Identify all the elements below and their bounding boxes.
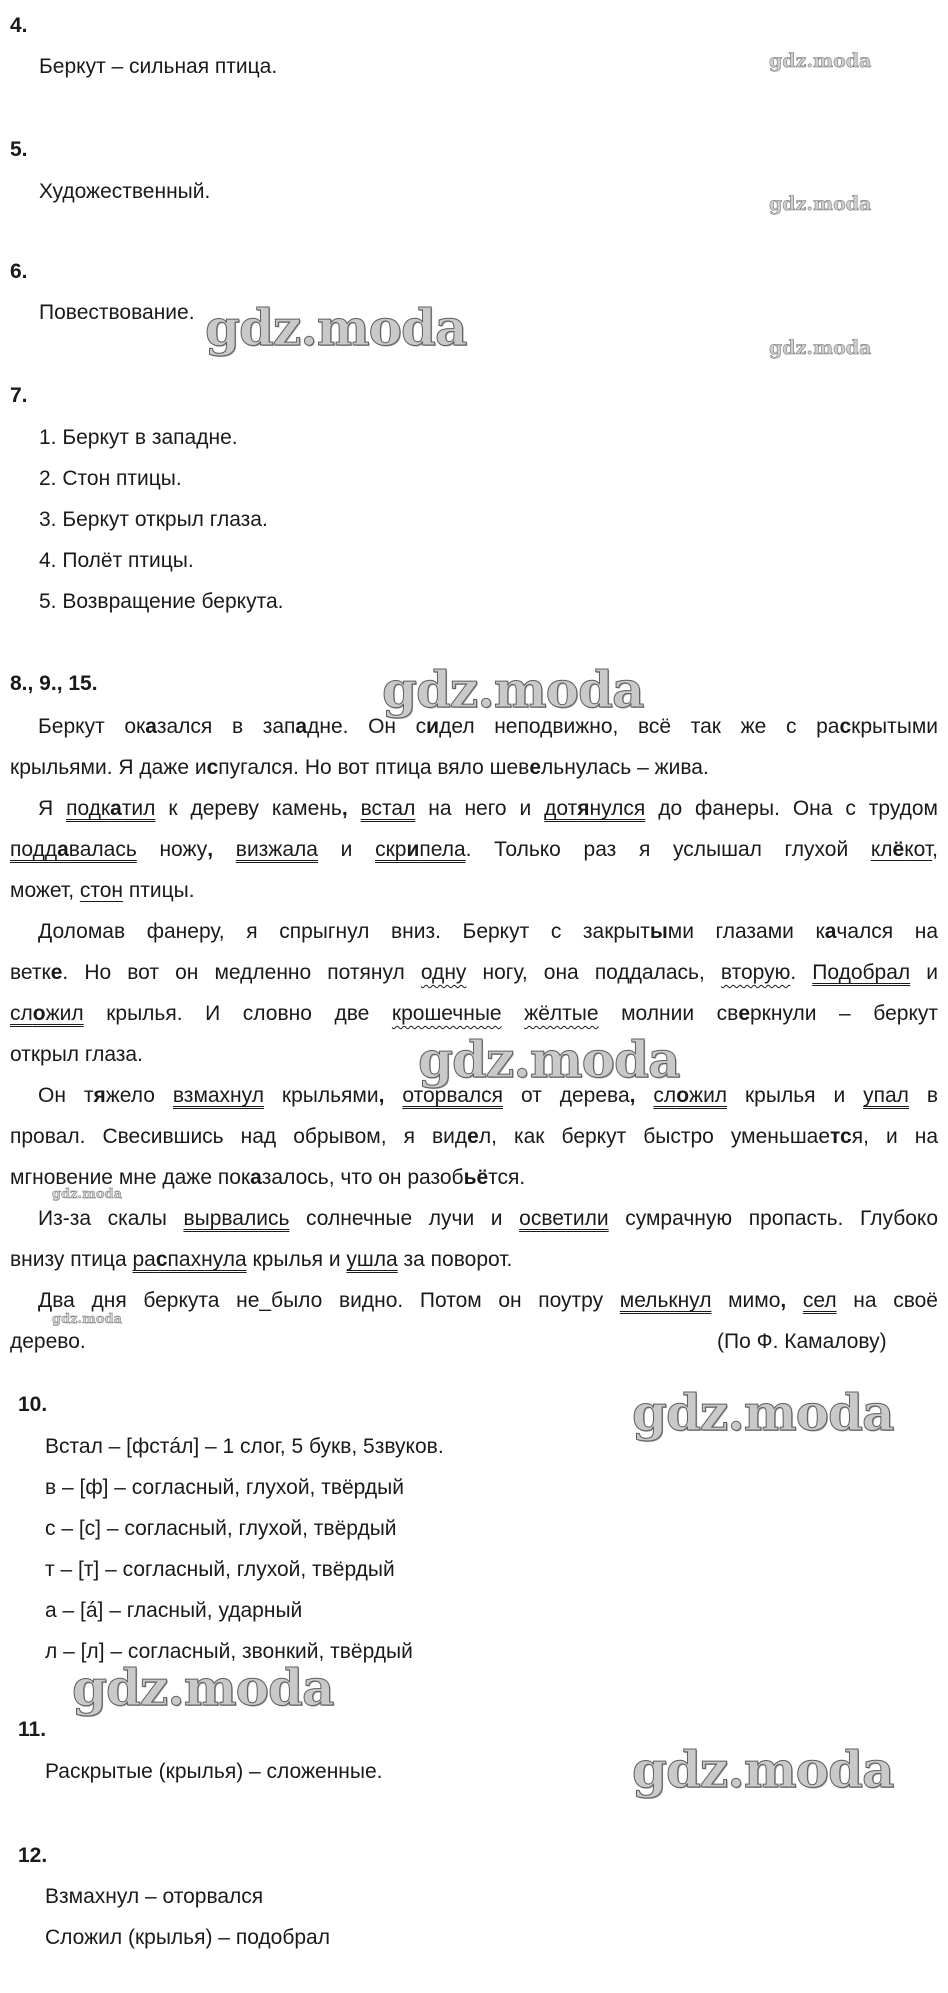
- text-line: открыл глаза.: [10, 1043, 143, 1066]
- task-10-line: а – [á] – гласный, ударный: [45, 1599, 303, 1622]
- task-10-number: 10.: [18, 1393, 48, 1416]
- task-10-line: Встал – [фстáл] – 1 слог, 5 букв, 5звуков.: [45, 1435, 444, 1458]
- watermark: gdz.moda: [52, 1187, 123, 1202]
- watermark: gdz.moda: [72, 1658, 334, 1717]
- task-7-item: 5. Возвращение беркута.: [39, 590, 284, 613]
- watermark: gdz.moda: [769, 337, 872, 359]
- watermark: gdz.moda: [769, 193, 872, 215]
- text-line: крыльями. Я даже испугался. Но вот птица вяло шевельнулась – жива.: [10, 756, 709, 779]
- task-4-number: 4.: [10, 14, 28, 37]
- watermark: gdz.moda: [769, 50, 872, 72]
- task-12-line: Взмахнул – оторвался: [45, 1885, 264, 1908]
- watermark: gdz.moda: [632, 1383, 894, 1442]
- text-line: ветке. Но вот он медленно потянул одну ногу, она поддалась, вторую. Подобрал и: [10, 961, 938, 984]
- task-10-line: т – [т] – согласный, глухой, твёрдый: [45, 1558, 395, 1581]
- text-line: сложил крылья. И словно две крошечные жёлтые молнии сверкнули – беркут: [10, 1002, 938, 1025]
- text-line: может, стон птицы.: [10, 879, 195, 902]
- task-6-answer: Повествование.: [39, 301, 195, 324]
- watermark: gdz.moda: [205, 298, 467, 357]
- task-11-number: 11.: [18, 1718, 47, 1741]
- task-7-item: 4. Полёт птицы.: [39, 549, 194, 572]
- task-7-item: 1. Беркут в западне.: [39, 426, 238, 449]
- task-7-item: 2. Стон птицы.: [39, 467, 182, 490]
- task-10-line: с – [с] – согласный, глухой, твёрдый: [45, 1517, 397, 1540]
- task-4-answer: Беркут – сильная птица.: [39, 55, 278, 78]
- task-5-answer: Художественный.: [39, 180, 211, 203]
- watermark: gdz.moda: [418, 1030, 680, 1089]
- task-5-number: 5.: [10, 138, 28, 161]
- task-7-number: 7.: [10, 384, 28, 407]
- text-line: дерево.: [10, 1330, 86, 1353]
- watermark: gdz.moda: [52, 1312, 123, 1327]
- task-8-9-15-number: 8., 9., 15.: [10, 672, 98, 695]
- watermark: gdz.moda: [382, 660, 644, 719]
- text-line: Два дня беркута не_было видно. Потом он поутру мелькнул мимо, сел на своё: [38, 1289, 938, 1312]
- task-7-item: 3. Беркут открыл глаза.: [39, 508, 268, 531]
- text-line: Из-за скалы вырвались солнечные лучи и осветили сумрачную пропасть. Глубоко: [38, 1207, 939, 1230]
- text-line: Он тяжело взмахнул крыльями, оторвался от дерева, сложил крылья и упал в: [38, 1084, 939, 1107]
- text-line: Беркут оказался в западне. Он сидел неподвижно, всё так же с раскрытыми: [38, 715, 938, 738]
- text-line: Я подкатил к дереву камень, встал на него и дотянулся до фанеры. Она с трудом: [38, 797, 938, 820]
- task-6-number: 6.: [10, 260, 28, 283]
- text-line: мгновение мне даже показалось, что он разобьётся.: [10, 1166, 526, 1189]
- watermark: gdz.moda: [632, 1740, 894, 1799]
- task-12-line: Сложил (крылья) – подобрал: [45, 1926, 330, 1949]
- task-10-line: в – [ф] – согласный, глухой, твёрдый: [45, 1476, 404, 1499]
- text-line: поддавалась ножу, визжала и скрипела. Только раз я услышал глухой клёкот,: [10, 838, 938, 861]
- text-line: внизу птица распахнула крылья и ушла за поворот.: [10, 1248, 513, 1271]
- author-attribution: (По Ф. Камалову): [717, 1330, 887, 1353]
- text-line: провал. Свесившись над обрывом, я видел, как беркут быстро уменьшается, и на: [10, 1125, 939, 1148]
- task-12-number: 12.: [18, 1844, 48, 1867]
- task-10-line: л – [л] – согласный, звонкий, твёрдый: [45, 1640, 413, 1663]
- text-line: Доломав фанеру, я спрыгнул вниз. Беркут с закрытыми глазами качался на: [38, 920, 938, 943]
- task-11-answer: Раскрытые (крылья) – сложенные.: [45, 1760, 383, 1783]
